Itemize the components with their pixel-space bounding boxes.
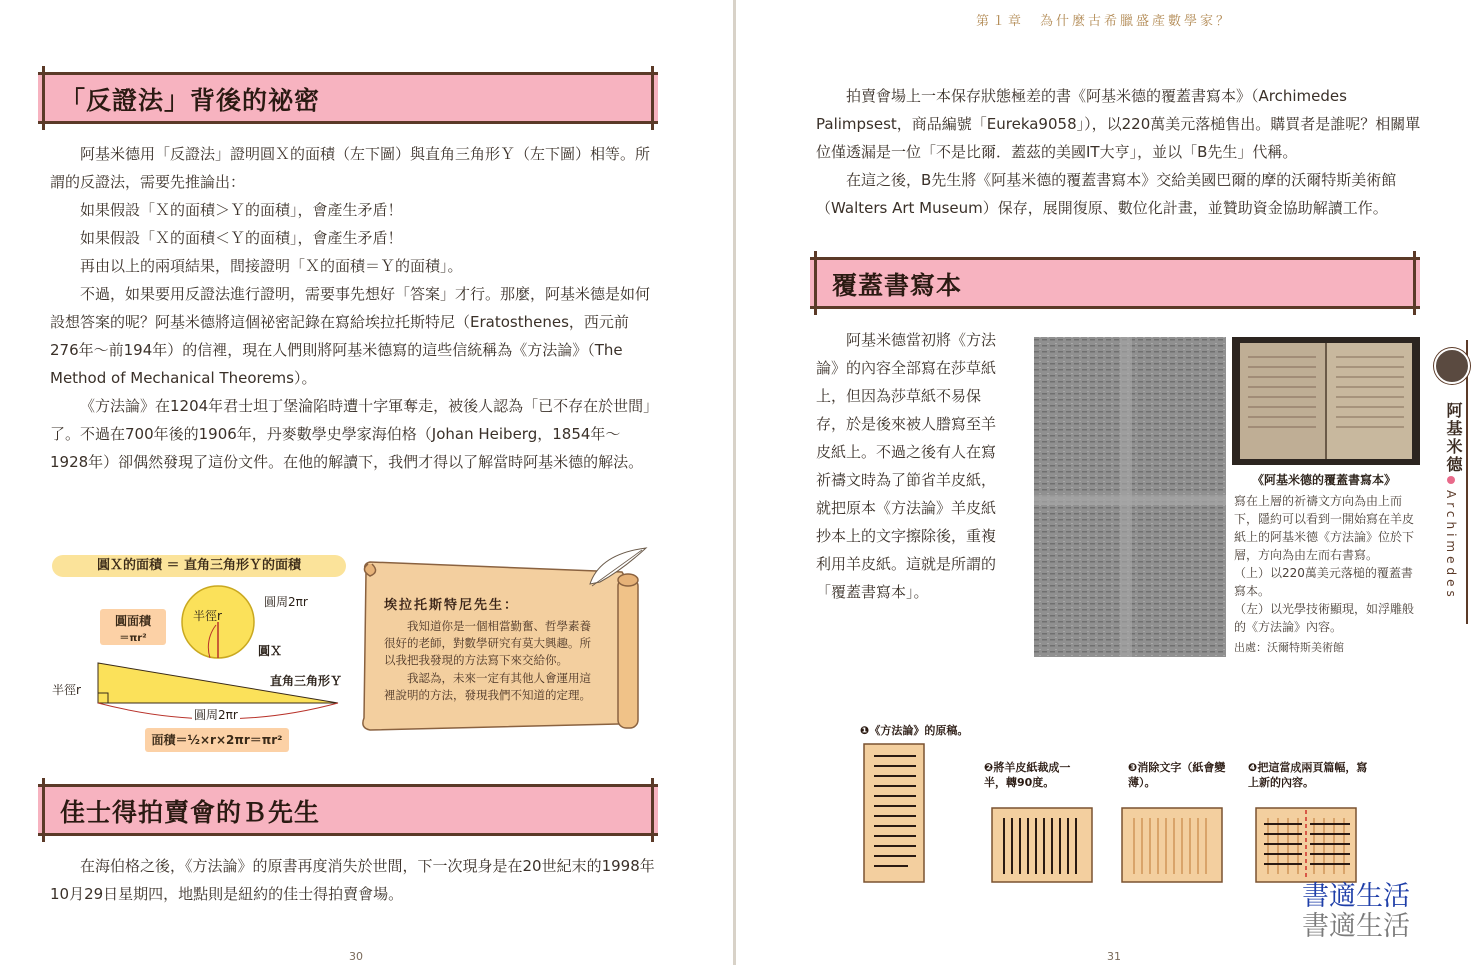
chapter-side-tab [1436, 340, 1468, 624]
side-tab-title: 阿基米德 [1444, 402, 1463, 474]
triangle-base-label: 圓周2πr [194, 708, 238, 722]
side-tab-dot [1447, 476, 1455, 484]
caption-text: （上）以220萬美元落槌的覆蓋書寫本。 [1234, 566, 1413, 598]
paragraph: 不過，如果要用反證法進行證明，需要事先想好「答案」才行。那麼，阿基米德是如何設想答案的呢？阿基米德將這個祕密記錄在寫給埃拉托斯特尼（Eratosthenes，西元前276年～前194年）的信裡，現在人們則將阿基米德寫的這些信統稱為《方法論》（The Method of Mechanical Theorems）。 [50, 285, 651, 387]
step-label: ❹把這當成兩頁篇幅，寫上新的內容。 [1248, 761, 1368, 789]
scroll-text: 我認為，未來一定有其他人會運用這裡說明的方法，發現我們不知道的定理。 [384, 671, 591, 702]
circle-area-formula: ＝πr² [119, 633, 147, 644]
palimpsest-book-photo [1232, 337, 1420, 465]
circle-area-box [100, 609, 166, 645]
paragraph: 再由以上的兩項結果，間接證明「Ｘ的面積＝Ｙ的面積」。 [80, 257, 463, 275]
triangle-radius-label: 半徑r [52, 683, 81, 697]
step-label: ❸消除文字（紙會變薄）。 [1128, 761, 1226, 789]
watermark: 書適生活 [1302, 911, 1410, 942]
side-tab-english: Archimedes [1444, 490, 1458, 601]
caption-text: （左）以光學技術顯現，如浮雕般的《方法論》內容。 [1234, 602, 1415, 634]
section-banner-palimpsest [810, 257, 1420, 309]
equation-pill: 圓Ｘ的面積 ＝ 直角三角形Ｙ的面積 [52, 555, 346, 577]
paragraph: 在海伯格之後，《方法論》的原書再度消失於世間，下一次現身是在20世紀末的1998年10月29日星期四，地點則是紐約的佳士得拍賣會場。 [50, 857, 655, 903]
circle-x-label: 圓Ｘ [258, 644, 283, 658]
paragraph: 在這之後，B先生將《阿基米德的覆蓋書寫本》交給美國巴爾的摩的沃爾特斯美術館（Walters Art Museum）保存，展開復原、數位化計畫，並贊助資金協助解讀工作。 [816, 171, 1397, 217]
section-title: 佳士得拍賣會的Ｂ先生 [60, 798, 321, 827]
circumference-label: 圓周2πr [264, 595, 308, 609]
watermark: 書適生活 [1302, 881, 1410, 912]
paragraph: 阿基米德用「反證法」證明圓Ｘ的面積（左下圖）與直角三角形Ｙ（左下圖）相等。所謂的反證法，需要先推論出： [50, 145, 651, 191]
palimpsest-relief-image [1034, 337, 1226, 657]
page-number: 31 [1107, 950, 1121, 963]
palimpsest-steps-diagram [858, 738, 1378, 888]
paragraph: 如果假設「Ｘ的面積＜Ｙ的面積」，會產生矛盾！ [80, 229, 403, 247]
caption-source: 出處：沃爾特斯美術館 [1234, 641, 1344, 654]
triangle-area-formula: 面積＝½×r×2πr＝πr² [145, 728, 289, 752]
scroll-title: 埃拉托斯特尼先生： [384, 598, 520, 613]
scroll-text: 我知道你是一個相當勤奮、哲學素養很好的老師，對數學研究有莫大興趣。所以我把我發現的方法寫下來交給你。 [384, 619, 591, 667]
archimedes-portrait-icon [1434, 348, 1470, 384]
section-banner-christies [38, 784, 658, 836]
running-header: 第１章 為什麼古希臘盛產數學家？ [976, 14, 1233, 29]
caption-text: 寫在上層的祈禱文方向為由上而下，隱約可以看到一開始寫在羊皮紙上的阿基米德《方法論》位於下層，方向為由左而右書寫。 [1234, 494, 1415, 562]
section-banner-proof [38, 72, 658, 124]
step-label: ❷將羊皮紙裁成一半，轉90度。 [984, 761, 1071, 789]
section-title: 「反證法」背後的祕密 [60, 86, 321, 115]
circle-area-label: 圓面積 [114, 614, 151, 628]
paragraph: 《方法論》在1204年君士坦丁堡淪陷時遭十字軍奪走，被後人認為「已不存在於世間」了。不過在700年後的1906年，丹麥數學史學家海伯格（Johan Heiberg，1854年～1928年）卻偶然發現了這份文件。在他的解讀下，我們才得以了解當時阿基米德的解法。 [50, 397, 651, 471]
paragraph: 阿基米德當初將《方法論》的內容全部寫在莎草紙上，但因為莎草紙不易保存，於是後來被人謄寫至羊皮紙上。不過之後有人在寫祈禱文時為了節省羊皮紙，就把原本《方法論》羊皮紙抄本上的文字擦除後，重複利用羊皮紙。這就是所謂的「覆蓋書寫本」。 [816, 331, 997, 601]
paragraph: 拍賣會場上一本保存狀態極差的書《阿基米德的覆蓋書寫本》（Archimedes Palimpsest，商品編號「Eureka9058」），以220萬美元落槌售出。購買者是誰呢？相關單位僅透漏是一位「不是比爾．蓋茲的美國IT大亨」，並以「B先生」代稱。 [816, 87, 1421, 161]
paragraph: 如果假設「Ｘ的面積＞Ｙ的面積」，會產生矛盾！ [80, 201, 403, 219]
step-label: ❶《方法論》的原稿。 [860, 724, 969, 737]
section-title: 覆蓋書寫本 [832, 271, 963, 300]
left-page [0, 0, 734, 965]
page-number: 30 [349, 950, 363, 963]
right-page [736, 0, 1481, 965]
caption-title: 《阿基米德的覆蓋書寫本》 [1252, 473, 1397, 487]
radius-label: 半徑r [193, 609, 222, 623]
triangle-y-label: 直角三角形Ｙ [270, 674, 343, 688]
